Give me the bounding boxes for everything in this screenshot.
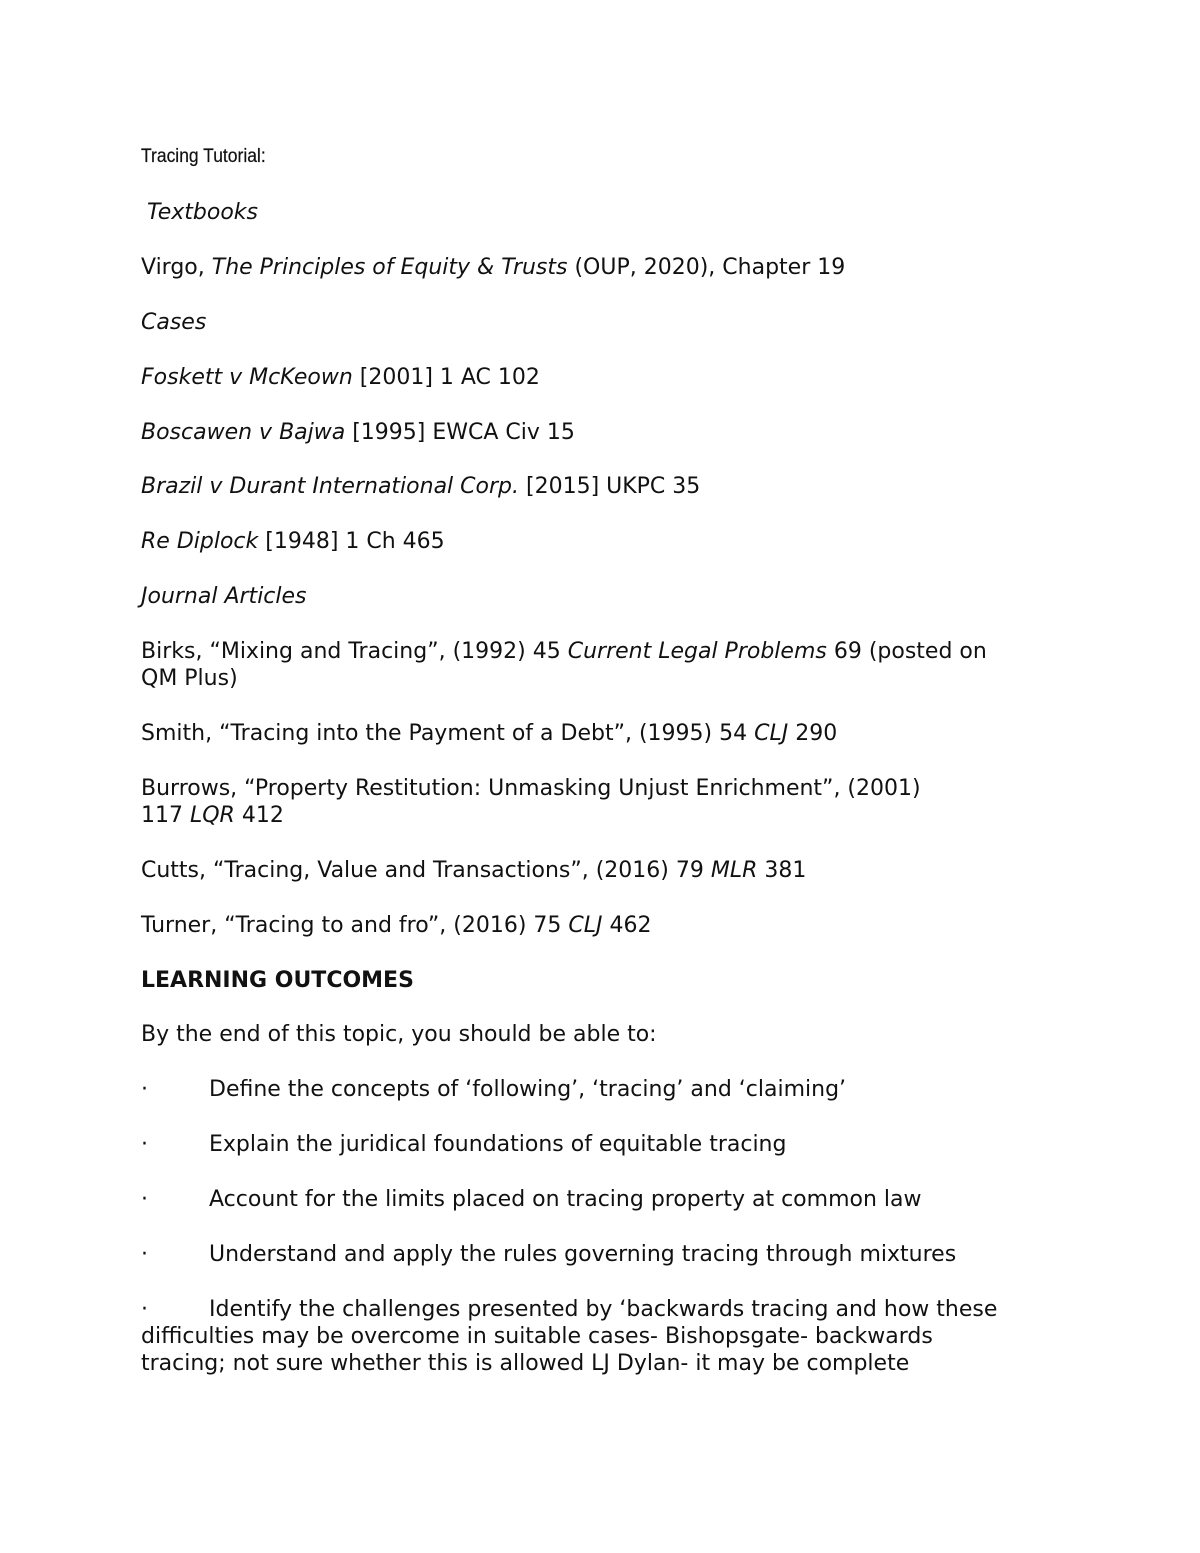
article-text: Turner, “Tracing to and fro”, (2016) 75 [141, 913, 569, 938]
outcome-text: Identify the challenges presented by ‘backwards tracing and how these [209, 1297, 998, 1322]
case-item [141, 473, 700, 500]
article-journal: MLR [710, 858, 758, 883]
article-journal: LQR [189, 803, 235, 828]
article-journal: Current Legal Problems [567, 639, 827, 664]
textbook-author: Virgo, [141, 255, 212, 280]
case-name: Re Diplock [141, 529, 259, 554]
case-citation: [2015] UKPC 35 [519, 474, 701, 499]
article-item [141, 638, 987, 665]
article-text: Cutts, “Tracing, Value and Transactions”, (2016) 79 [141, 858, 711, 883]
article-page: 412 [234, 803, 284, 828]
article-item: Burrows, “Property Restitution: Unmasking Unjust Enrichment”, (2001) [141, 776, 921, 801]
article-journal: CLJ [754, 721, 789, 746]
outcome-item [0, 1131, 1200, 1158]
outcome-text: Explain the juridical foundations of equitable tracing [209, 1132, 787, 1157]
journal-articles-heading: Journal Articles [141, 584, 307, 609]
article-page: 462 [602, 913, 652, 938]
textbook-work: The Principles of Equity & Trusts [211, 255, 568, 280]
outcome-text: Define the concepts of ‘following’, ‘tracing’ and ‘claiming’ [209, 1077, 847, 1102]
bullet-marker: · [141, 1132, 148, 1157]
article-page: 381 [757, 858, 807, 883]
article-volume: 117 [141, 803, 190, 828]
case-name: Boscawen v Bajwa [141, 420, 346, 445]
bullet-marker: · [141, 1297, 148, 1322]
case-item [141, 364, 540, 391]
case-name: Foskett v McKeown [141, 365, 353, 390]
article-text: Birks, “Mixing and Tracing”, (1992) 45 [141, 639, 568, 664]
article-item [141, 720, 837, 747]
outcome-text: Account for the limits placed on tracing property at common law [209, 1187, 922, 1212]
article-page: 290 [788, 721, 838, 746]
outcome-item [0, 1296, 1200, 1323]
case-item [141, 528, 445, 555]
article-item [141, 912, 652, 939]
learning-outcomes-heading: LEARNING OUTCOMES [141, 968, 414, 993]
outcome-item [0, 1241, 1200, 1268]
cases-heading: Cases [141, 310, 207, 335]
case-citation: [2001] 1 AC 102 [352, 365, 540, 390]
article-item-continued [141, 802, 284, 829]
case-citation: [1948] 1 Ch 465 [258, 529, 445, 554]
learning-outcomes-intro: By the end of this topic, you should be able to: [141, 1022, 657, 1047]
article-page: 69 (posted on [826, 639, 987, 664]
textbook-details: (OUP, 2020), Chapter 19 [567, 255, 846, 280]
article-text: Smith, “Tracing into the Payment of a Debt”, (1995) 54 [141, 721, 755, 746]
case-name: Brazil v Durant International Corp. [141, 474, 519, 499]
bullet-marker: · [141, 1077, 148, 1102]
article-item-continued: QM Plus) [141, 666, 238, 691]
bullet-marker: · [141, 1242, 148, 1267]
case-item [141, 419, 575, 446]
textbook-entry [141, 254, 845, 281]
textbooks-heading: Textbooks [147, 200, 258, 225]
outcome-text-continued: tracing; not sure whether this is allowed LJ Dylan- it may be complete [141, 1351, 910, 1376]
outcome-item [0, 1186, 1200, 1213]
article-item [141, 857, 806, 884]
outcome-item [0, 1076, 1200, 1103]
bullet-marker: · [141, 1187, 148, 1212]
article-journal: CLJ [568, 913, 603, 938]
outcome-text: Understand and apply the rules governing tracing through mixtures [209, 1242, 957, 1267]
document-title: Tracing Tutorial: [141, 146, 266, 167]
case-citation: [1995] EWCA Civ 15 [345, 420, 575, 445]
outcome-text-continued: difficulties may be overcome in suitable cases- Bishopsgate- backwards [141, 1324, 933, 1349]
